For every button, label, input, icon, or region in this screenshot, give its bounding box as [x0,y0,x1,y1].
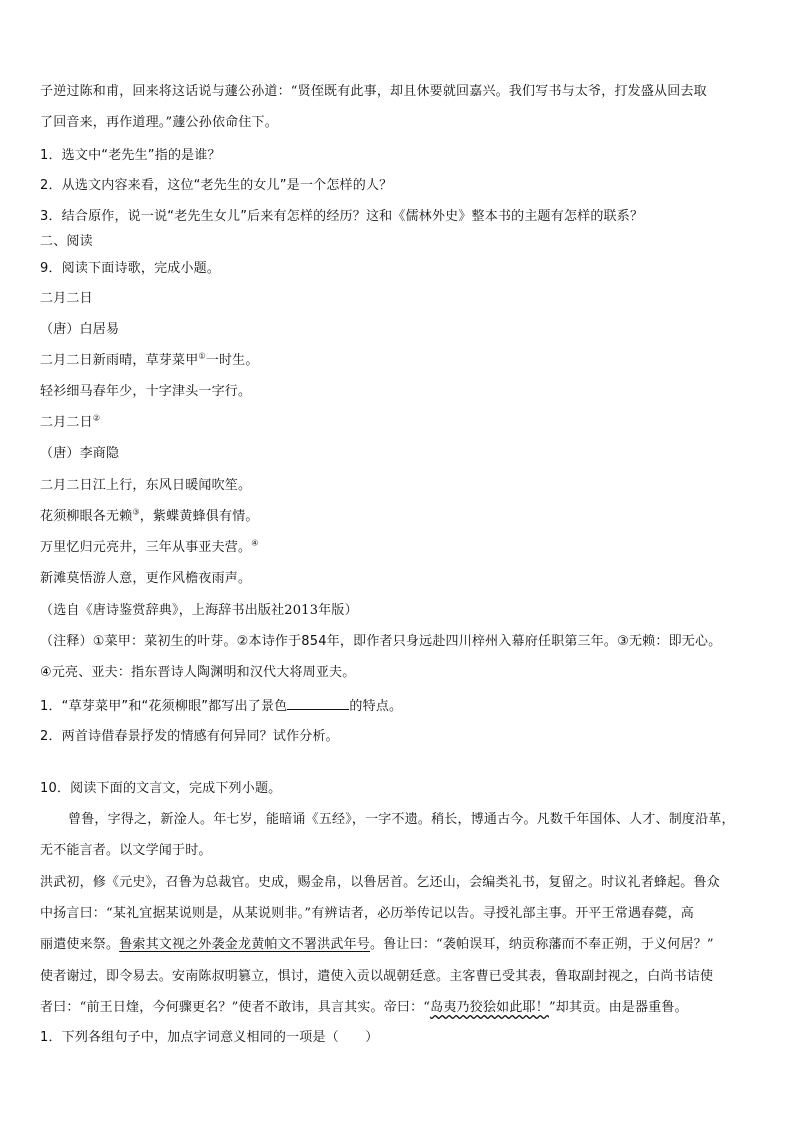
notes-line-2: ④元亮、亚夫：指东晋诗人陶渊明和汉代大将周亚夫。 [40,665,356,680]
classical-text-line: 无不能言者。以文学闻于时。 [40,843,212,858]
classical-text-line: 曾鲁，字得之，新淦人。年七岁，能暗诵《五经》，一字不遗。稍长，博通古今。凡数千年国体、人才、制度沿革， [68,812,735,827]
poem-1-line-1: 二月二日新雨晴，草芽菜甲①一时生。 [40,351,259,368]
poem-2-line-1: 二月二日江上行，东风日暖闻吹笙。 [40,478,252,493]
poem-2-author: （唐）李商隐 [40,446,120,461]
text-line: 子逆过陈和甫，回来将这话说与蘧公孙道：“贤侄既有此事，却且休要就回嘉兴。我们写书与太爷，打发盛从回去取 [40,84,707,99]
poem-1-title: 二月二日 [40,291,93,306]
question-1: 1．选文中“老先生”指的是谁？ [40,148,221,163]
wavy-underlined-sentence: 岛夷乃狡狯如此耶！ [430,1000,549,1015]
classical-text-line: 中扬言曰：“某礼宜据某说则是，从某说则非。”有辨诘者，必历举传记以告。寻授礼部主事。开平王常遇春薨，高 [40,906,694,921]
question-9: 9．阅读下面诗歌，完成小题。 [40,261,221,276]
notes-line-1: （注释）①菜甲：菜初生的叶芽。②本诗作于854年，即作者只身远赴四川梓州入幕府任职第三年。③无赖：即无心。 [40,634,722,649]
question-9-2: 2．两首诗借春景抒发的情感有何异同？试作分析。 [40,729,339,744]
question-3: 3．结合原作，说一说“老先生女儿”后来有怎样的经历？这和《儒林外史》整本书的主题有怎样的联系？ [40,209,644,224]
poem-2-line-3: 万里忆归元亮井，三年从事亚夫营。④ [40,538,259,555]
classical-text-line: 使者谢过，即令易去。安南陈叔明篡立，惧讨，遣使入贡以觇朝廷意。主客曹已受其表，鲁取副封视之，白尚书诘使 [40,969,714,984]
poem-2-line-2: 花须柳眼各无赖③，紫蝶黄蜂俱有情。 [40,507,259,524]
classical-text-line: 者曰：“前王日煃，今何骤更名？”使者不敢讳，具言其实。帝曰：“岛夷乃狡狯如此耶！”却其贡。由是器重鲁。 [40,1000,688,1015]
classical-text-line: 洪武初，修《元史》，召鲁为总裁官。史成，赐金帛，以鲁居首。乞还山，会编类礼书，复留之。时议礼者蜂起。鲁众 [40,875,720,890]
question-9-1: 1．“草芽菜甲”和“花须柳眼”都写出了景色 的特点。 [40,699,403,714]
poem-1-author: （唐）白居易 [40,322,120,337]
question-2: 2．从选文内容来看，这位“老先生的女儿”是一个怎样的人？ [40,178,393,193]
source-citation: （选自《唐诗鉴赏辞典》，上海辞书出版社2013年版） [40,603,358,618]
question-10-1: 1．下列各组句子中，加点字词意义相同的一项是（ ） [40,1030,379,1045]
poem-2-title: 二月二日② [40,413,101,430]
text-line: 了回音来，再作道理。”蘧公孙依命住下。 [40,115,278,130]
section-heading: 二、阅读 [40,234,93,249]
poem-2-line-4: 新滩莫悟游人意，更作风檐夜雨声。 [40,571,252,586]
underlined-sentence: 鲁索其文视之外袭金龙黄帕文不署洪武年号 [119,937,371,952]
answer-blank[interactable] [287,697,349,710]
classical-text-line: 丽遣使来祭。鲁索其文视之外袭金龙黄帕文不署洪武年号。鲁让曰：“袭帕误耳，纳贡称藩而不奉正朔，于义何居？” [40,937,714,952]
poem-1-line-2: 轻衫细马春年少，十字津头一字行。 [40,384,252,399]
question-10: 10．阅读下面的文言文，完成下列小题。 [40,781,282,796]
